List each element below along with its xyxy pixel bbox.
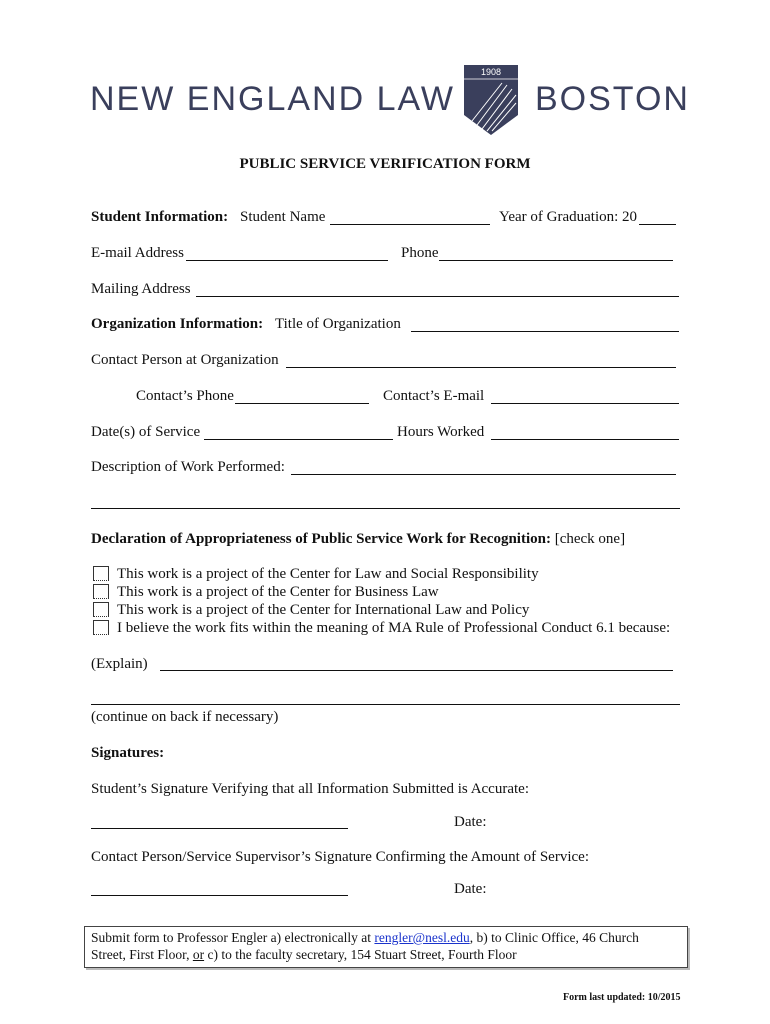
student-signature-field[interactable] — [91, 828, 348, 829]
explain-field[interactable] — [160, 670, 673, 671]
contact-phone-label: Contact’s Phone — [136, 388, 234, 404]
submit-text-1: Submit form to Professor Engler a) electronically at — [91, 930, 372, 945]
declaration-row — [91, 531, 625, 548]
hours-field[interactable] — [491, 439, 679, 440]
contact-email-label: Contact’s E-mail — [383, 388, 485, 404]
description-field-2[interactable] — [91, 508, 680, 509]
student-name-label: Student Name — [240, 209, 326, 225]
declaration-note: [check one] — [554, 531, 626, 547]
checkbox-option-4[interactable] — [93, 620, 109, 635]
hours-label: Hours Worked — [397, 424, 485, 440]
contact-email-field[interactable] — [491, 403, 679, 404]
logo-year: 1908 — [480, 67, 502, 77]
year-grad-label: Year of Graduation: 20 — [499, 209, 638, 225]
description-field[interactable] — [291, 474, 676, 475]
contact-person-field[interactable] — [286, 367, 676, 368]
contact-signature-field[interactable] — [91, 895, 348, 896]
logo-right-text: BOSTON — [535, 80, 690, 118]
email-field[interactable] — [186, 260, 388, 261]
date-label-2: Date: — [454, 881, 487, 897]
description-label: Description of Work Performed: — [91, 459, 285, 475]
submit-text-2: , b) to Clinic Office, 46 Church — [469, 930, 639, 945]
submit-line-2 — [91, 947, 517, 963]
form-title: PUBLIC SERVICE VERIFICATION FORM — [239, 156, 531, 172]
dates-field[interactable] — [204, 439, 393, 440]
logo-left-text: NEW ENGLAND LAW — [90, 80, 456, 118]
org-title-label: Title of Organization — [275, 316, 401, 332]
student-sig-label: Student’s Signature Verifying that all Information Submitted is Accurate: — [91, 781, 529, 797]
signatures-heading: Signatures: — [91, 745, 165, 761]
org-info-label: Organization Information: — [91, 316, 264, 332]
student-name-field[interactable] — [330, 224, 490, 225]
option-3-label: This work is a project of the Center for International Law and Policy — [117, 602, 530, 618]
date-label-1: Date: — [454, 814, 487, 830]
org-title-field[interactable] — [411, 331, 679, 332]
option-4-label: I believe the work fits within the meaning of MA Rule of Professional Conduct 6.1 because: — [117, 620, 671, 636]
explain-label: (Explain) — [91, 656, 148, 672]
footer-updated: Form last updated: 10/2015 — [563, 992, 681, 1003]
school-seal-logo — [462, 63, 520, 137]
submit-text-4: c) to the faculty secretary, 154 Stuart Street, Fourth Floor — [207, 947, 517, 962]
submit-text-3: Street, First Floor, — [91, 947, 190, 962]
phone-label: Phone — [401, 245, 439, 261]
year-grad-field[interactable] — [639, 224, 676, 225]
checkbox-option-2[interactable] — [93, 584, 109, 599]
contact-sig-label: Contact Person/Service Supervisor’s Signature Confirming the Amount of Service: — [91, 849, 589, 865]
option-1-label: This work is a project of the Center for Law and Social Responsibility — [117, 566, 539, 582]
checkbox-option-3[interactable] — [93, 602, 109, 617]
contact-person-label: Contact Person at Organization — [91, 352, 279, 368]
continue-note: (continue on back if necessary) — [91, 709, 279, 725]
mailing-field[interactable] — [196, 296, 679, 297]
mailing-label: Mailing Address — [91, 281, 191, 297]
contact-phone-field[interactable] — [235, 403, 369, 404]
submit-or: or — [192, 947, 205, 962]
submit-line-1 — [91, 930, 639, 946]
declaration-heading: Declaration of Appropriateness of Public Service Work for Recognition: — [91, 531, 551, 547]
checkbox-option-1[interactable] — [93, 566, 109, 581]
explain-field-2[interactable] — [91, 704, 680, 705]
email-label: E-mail Address — [91, 245, 184, 261]
option-2-label: This work is a project of the Center for Business Law — [117, 584, 439, 600]
submit-email-link[interactable]: rengler@nesl.edu — [374, 930, 470, 945]
student-info-label: Student Information: — [91, 209, 229, 225]
dates-label: Date(s) of Service — [91, 424, 201, 440]
phone-field[interactable] — [439, 260, 673, 261]
